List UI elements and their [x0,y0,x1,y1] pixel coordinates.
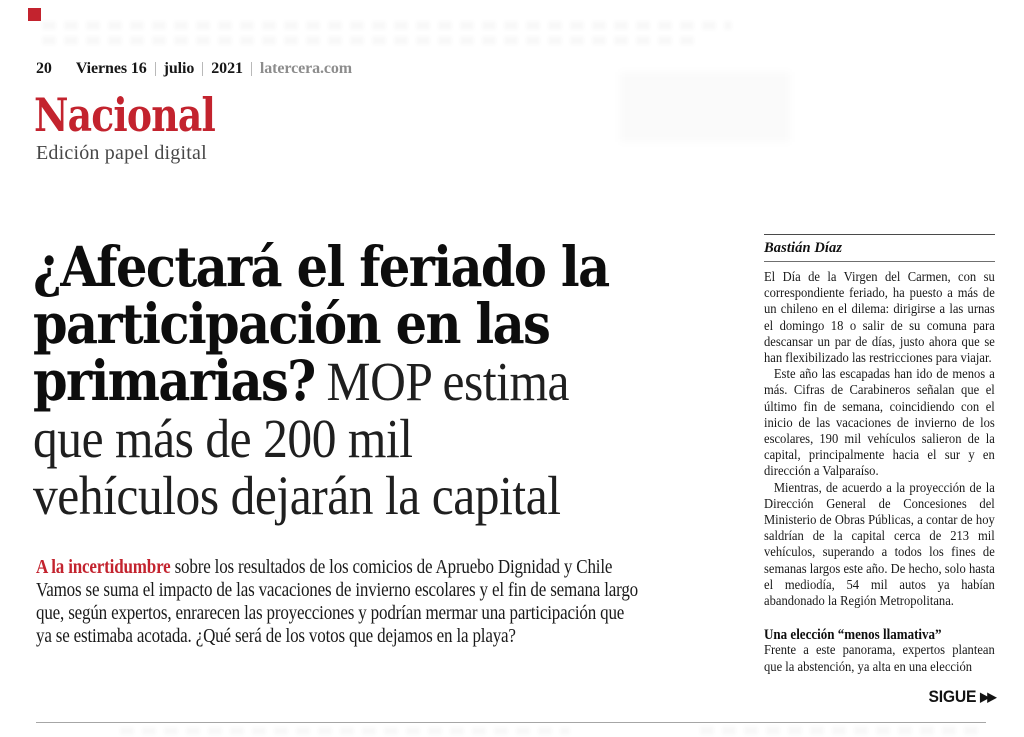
date-year: 2021 [211,60,243,77]
lead-line [36,602,638,625]
headline-line [33,234,609,299]
page-header-meta [36,60,352,78]
article-headline [33,234,673,526]
lead-text-segment: ya se estimaba acotada. ¿Qué será de los votos que dejamos en la playa? [36,625,516,647]
section-title: Nacional [34,88,216,142]
paragraph: Este año las escapadas han ido de menos a más. Cifras de Carabineros señalan que el último fin de semana, coincidiendo con el inicio de las vacaciones de invierno de los escolares, 190 mil vehículos salieron de la capital, principalmente hacia el sur y en dirección a Valparaíso. [764,367,995,480]
print-bleed-artifact [42,21,732,30]
lead-text-segment: sobre los resultados de los comicios de Apruebo Dignidad y Chile [170,556,613,578]
date-weekday: Viernes 16 [75,60,147,77]
paragraph: Frente a este panorama, expertos plantean que la abstención, ya alta en una elección [764,643,995,675]
print-bleed-artifact [700,726,985,735]
continue-indicator[interactable] [929,688,995,707]
lead-text-segment: Vamos se suma el impacto de las vacaciones de invierno escolares y el fin de semana largo [36,579,639,601]
byline-rule-bottom [764,261,995,262]
continue-label: SIGUE [928,688,977,706]
website-link[interactable]: latercera.com [259,60,353,77]
lead-highlight: A la incertidumbre [36,556,171,578]
headline-light-segment: MOP estima [314,351,570,412]
lead-paragraph [36,556,744,648]
lead-text-segment: que, según expertos, enrarecen las proyecciones y podrían mermar una participación que [36,602,625,624]
edition-subtitle: Edición papel digital [36,142,207,164]
date-month: julio [163,60,195,77]
byline-rule-top [764,234,995,235]
headline-bold-segment: primarias? [33,348,315,413]
separator [155,62,156,76]
separator [202,62,203,76]
lead-line [36,625,638,648]
headline-bold-segment: participación en las [33,291,550,356]
lead-line [36,579,638,602]
article-column [764,234,995,676]
headline-light-segment: que más de 200 mil [33,408,413,469]
headline-bold-segment: ¿Afectará el feriado la [33,234,609,299]
headline-line [33,348,609,413]
red-square-page-marker-icon [28,8,41,21]
headline-line [33,465,609,526]
separator [251,62,252,76]
paragraph: Mientras, de acuerdo a la proyección de la Dirección General de Concesiones del Ministerio de Obras Públicas, a contar de hoy saldrían de la capital cerca de 213 mil vehículos, superando a todos los fines de semanas largos este año. De hecho, solo hasta el mediodía, 54 mil autos ya habían abandonado la Región Metropolitana. [764,480,995,610]
print-bleed-artifact [620,72,790,142]
page-bottom-rule [36,722,986,723]
lead-line [36,556,638,579]
print-bleed-artifact [42,36,697,45]
article-subhead: Una elección “menos llamativa” [764,627,942,644]
paragraph: El Día de la Virgen del Carmen, con su correspondiente feriado, ha puesto a más de un chileno en el dilema: dirigirse a las urnas el domingo 18 o salir de su comuna para descansar un par de días, justo ahora que se han flexibilizado las restricciones para viajar. [764,270,995,367]
article-body [764,270,995,676]
headline-light-segment: vehículos dejarán la capital [33,465,561,526]
byline: Bastián Díaz [764,240,843,256]
page-number: 20 [36,60,52,77]
headline-line [33,408,609,469]
print-bleed-artifact [120,727,570,735]
headline-line [33,291,609,356]
continue-arrows-icon: ▶▶ [980,690,995,704]
